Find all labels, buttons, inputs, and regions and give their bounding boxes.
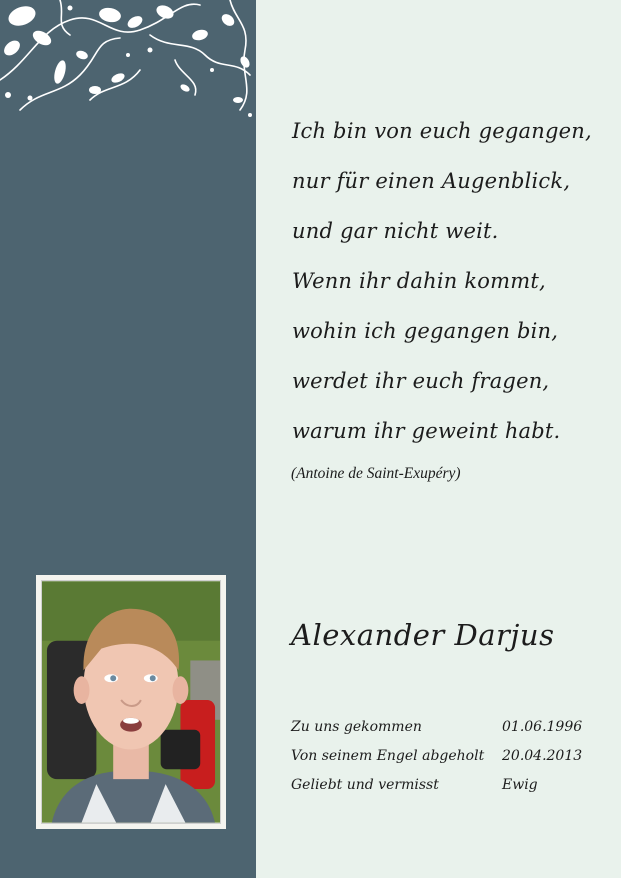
date-value: 01.06.1996 <box>502 718 583 735</box>
poem-attribution: (Antoine de Saint-Exupéry) <box>291 465 461 482</box>
poem-line: Ich bin von euch gegangen, <box>292 119 592 143</box>
poem-line: nur für einen Augenblick, <box>292 169 571 193</box>
floral-ornament <box>0 0 256 125</box>
poem-line: warum ihr geweint habt. <box>292 419 561 443</box>
poem-line: Wenn ihr dahin kommt, <box>292 269 546 293</box>
poem-line: und gar nicht weit. <box>292 219 499 243</box>
left-panel <box>0 0 256 878</box>
poem-line: wohin ich gegangen bin, <box>292 319 559 343</box>
date-row-remembrance <box>291 770 611 799</box>
poem <box>292 106 612 456</box>
poem-line: werdet ihr euch fragen, <box>292 369 550 393</box>
portrait-frame <box>36 575 226 829</box>
date-value: Ewig <box>502 776 538 793</box>
date-label: Von seinem Engel abgeholt <box>291 747 485 764</box>
dates-table <box>291 712 611 799</box>
date-row-birth <box>291 712 611 741</box>
portrait-photo <box>41 580 221 824</box>
date-label: Zu uns gekommen <box>291 718 422 735</box>
person-name: Alexander Darjus <box>291 618 555 652</box>
date-row-death <box>291 741 611 770</box>
date-label: Geliebt und vermisst <box>291 776 439 793</box>
date-value: 20.04.2013 <box>502 747 583 764</box>
